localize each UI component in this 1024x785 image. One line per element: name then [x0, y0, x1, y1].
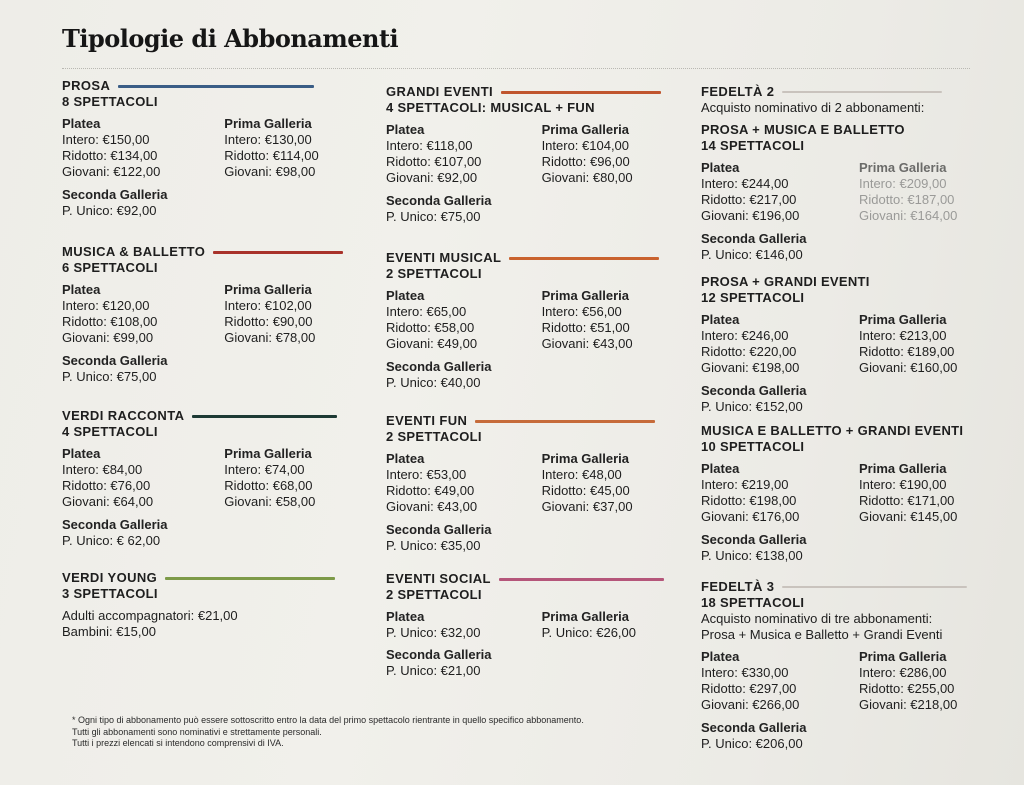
price-line: Ridotto: €255,00	[859, 681, 955, 697]
price-line: P. Unico: €75,00	[386, 208, 481, 224]
price-line: Ridotto: €171,00	[859, 493, 955, 509]
seconda-galleria-block	[701, 231, 1001, 263]
price-line: Giovani: €80,00	[541, 170, 633, 186]
price-line: Ridotto: €49,00	[386, 483, 475, 499]
seconda-galleria-label: Seconda Galleria	[701, 531, 807, 547]
price-line: Giovani: €160,00	[859, 360, 958, 376]
section-title: VERDI YOUNG	[62, 570, 158, 585]
price-line: Ridotto: €107,00	[386, 154, 482, 170]
section-subtitle: 4 SPETTACOLI	[62, 424, 158, 439]
price-grid	[386, 451, 676, 516]
price-line: Giovani: €58,00	[224, 494, 316, 510]
section-subtitle: 3 SPETTACOLI	[62, 586, 158, 601]
seconda-galleria-label: Seconda Galleria	[386, 358, 492, 374]
section-description: Acquisto nominativo di tre abbonamenti:	[701, 611, 933, 626]
seconda-galleria-label: Seconda Galleria	[386, 647, 492, 663]
price-line: P. Unico: €21,00	[386, 663, 481, 679]
prima-galleria-label: Prima Galleria	[859, 461, 947, 476]
section-title: VERDI RACCONTA	[62, 408, 185, 423]
section-color-line	[499, 578, 664, 581]
section-title: EVENTI SOCIAL	[386, 571, 491, 586]
price-line: Giovani: €196,00	[701, 208, 800, 224]
section-fedelta-3	[701, 579, 1001, 752]
seconda-galleria-label: Seconda Galleria	[701, 382, 807, 398]
platea-label: Platea	[62, 446, 101, 461]
platea-label: Platea	[386, 122, 425, 137]
price-grid	[701, 461, 1001, 526]
price-line: Ridotto: €198,00	[701, 493, 797, 509]
price-line: P. Unico: €206,00	[701, 735, 803, 751]
price-line: P. Unico: €40,00	[386, 374, 481, 390]
price-line: Giovani: €99,00	[62, 330, 154, 346]
section-title: MUSICA & BALLETTO	[62, 244, 206, 259]
section-grandi-eventi	[386, 84, 676, 250]
platea-block	[701, 312, 859, 377]
prima-galleria-label: Prima Galleria	[541, 122, 630, 137]
price-line: P. Unico: €32,00	[386, 625, 481, 640]
price-line: Intero: €130,00	[224, 132, 312, 147]
price-grid	[701, 160, 1001, 225]
section-subtitle: 4 SPETTACOLI: MUSICAL + FUN	[386, 100, 595, 115]
platea-block	[62, 282, 224, 347]
price-line: Intero: €330,00	[701, 665, 789, 680]
prima-galleria-label: Prima Galleria	[859, 649, 947, 664]
prima-galleria-block	[542, 288, 676, 353]
price-line: P. Unico: €75,00	[62, 368, 157, 384]
seconda-galleria-block	[386, 193, 676, 225]
price-line: Ridotto: €90,00	[224, 314, 313, 330]
section-color-line	[165, 577, 335, 580]
section-verdi-racconta	[62, 408, 362, 570]
prima-galleria-block	[859, 649, 999, 714]
price-line: Giovani: €266,00	[701, 697, 800, 713]
combo-prosa-musica	[701, 122, 1001, 274]
section-subtitle: 2 SPETTACOLI	[386, 266, 482, 281]
price-line: Ridotto: €187,00	[859, 192, 955, 208]
price-line: Giovani: €98,00	[224, 164, 316, 180]
price-line: Intero: €213,00	[859, 328, 947, 343]
price-grid	[62, 116, 362, 181]
seconda-galleria-block	[386, 522, 676, 554]
price-line: Giovani: €37,00	[541, 499, 633, 515]
seconda-galleria-block	[62, 517, 362, 549]
seconda-galleria-label: Seconda Galleria	[386, 521, 492, 537]
price-grid	[386, 609, 676, 641]
section-eventi-fun	[386, 413, 676, 571]
price-line: P. Unico: €26,00	[541, 625, 637, 640]
platea-block	[62, 116, 224, 181]
seconda-galleria-label: Seconda Galleria	[62, 352, 168, 368]
section-title: EVENTI MUSICAL	[386, 250, 502, 265]
footnote-line: * Ogni tipo di abbonamento può essere sottoscritto entro la data del primo spettacolo rientrante in quello specifico abbonamento.	[72, 715, 584, 725]
combo-subtitle: 10 SPETTACOLI	[701, 439, 805, 454]
price-grid	[386, 122, 676, 187]
price-line: Giovani: €64,00	[62, 494, 154, 510]
prima-galleria-label: Prima Galleria	[541, 609, 630, 624]
price-line: Intero: €53,00	[386, 467, 467, 482]
combo-title: PROSA + MUSICA E BALLETTO	[701, 122, 905, 137]
price-line: Ridotto: €108,00	[62, 314, 158, 330]
combo-musica-grandi-eventi	[701, 423, 1001, 579]
section-color-line	[475, 420, 655, 423]
price-line: Intero: €118,00	[386, 138, 473, 153]
platea-label: Platea	[701, 461, 740, 476]
page-title: Tipologie di Abbonamenti	[62, 24, 399, 53]
price-grid	[62, 446, 362, 511]
platea-label: Platea	[386, 451, 425, 466]
prima-galleria-block	[224, 116, 362, 181]
price-line: Giovani: €164,00	[859, 208, 958, 224]
prima-galleria-label: Prima Galleria	[859, 312, 947, 327]
section-subtitle: 2 SPETTACOLI	[386, 587, 482, 602]
section-verdi-young	[62, 570, 362, 640]
section-color-line	[782, 91, 942, 93]
price-line: Giovani: €145,00	[859, 509, 958, 525]
platea-block	[701, 649, 859, 714]
column-right	[701, 84, 1001, 752]
section-fedelta-2	[701, 84, 1001, 579]
price-line: Ridotto: €96,00	[541, 154, 630, 170]
price-line: Giovani: €218,00	[859, 697, 958, 713]
section-subtitle: 8 SPETTACOLI	[62, 94, 158, 109]
seconda-galleria-block	[386, 359, 676, 391]
price-line: Ridotto: €51,00	[541, 320, 630, 336]
price-line: Giovani: €43,00	[386, 499, 478, 515]
price-grid	[701, 312, 1001, 377]
price-line: Ridotto: €220,00	[701, 344, 797, 360]
price-line: Ridotto: €58,00	[386, 320, 475, 336]
price-line: P. Unico: €146,00	[701, 246, 803, 262]
seconda-galleria-label: Seconda Galleria	[701, 719, 807, 735]
seconda-galleria-block	[701, 720, 1001, 752]
section-eventi-social	[386, 571, 676, 679]
section-color-line	[782, 586, 967, 588]
price-line: Intero: €104,00	[541, 138, 630, 153]
platea-label: Platea	[62, 282, 101, 297]
section-color-line	[213, 251, 343, 254]
section-musica-balletto	[62, 244, 362, 408]
combo-subtitle: 12 SPETTACOLI	[701, 290, 805, 305]
combo-prosa-grandi-eventi	[701, 274, 1001, 423]
combo-title: PROSA + GRANDI EVENTI	[701, 274, 870, 289]
platea-label: Platea	[386, 609, 425, 624]
prima-galleria-label: Prima Galleria	[859, 160, 947, 175]
price-list	[62, 608, 362, 640]
seconda-galleria-label: Seconda Galleria	[386, 192, 492, 208]
price-line: P. Unico: €152,00	[701, 398, 803, 414]
price-line: Intero: €56,00	[541, 304, 622, 319]
prima-galleria-block	[224, 446, 362, 511]
prima-galleria-label: Prima Galleria	[224, 282, 312, 297]
section-description: Acquisto nominativo di 2 abbonamenti:	[701, 100, 925, 115]
price-line: Intero: €65,00	[386, 304, 467, 319]
prima-galleria-label: Prima Galleria	[541, 451, 630, 466]
section-title: EVENTI FUN	[386, 413, 468, 428]
section-title: FEDELTÀ 2	[701, 84, 775, 99]
platea-label: Platea	[386, 288, 425, 303]
section-description: Prosa + Musica e Balletto + Grandi Eventi	[701, 627, 943, 642]
seconda-galleria-label: Seconda Galleria	[62, 186, 168, 202]
price-line: Intero: €74,00	[224, 462, 305, 477]
price-line: P. Unico: €35,00	[386, 537, 481, 553]
seconda-galleria-label: Seconda Galleria	[62, 516, 168, 532]
seconda-galleria-block	[701, 383, 1001, 415]
platea-block	[386, 122, 542, 187]
price-line: Ridotto: €217,00	[701, 192, 797, 208]
footnote-line: Tutti i prezzi elencati si intendono comprensivi di IVA.	[72, 738, 284, 748]
platea-block	[386, 609, 542, 641]
price-line: P. Unico: €138,00	[701, 547, 803, 563]
price-line: Giovani: €43,00	[541, 336, 633, 352]
price-line: Giovani: €92,00	[386, 170, 478, 186]
prima-galleria-block	[859, 160, 999, 225]
section-subtitle: 18 SPETTACOLI	[701, 595, 805, 610]
price-line: P. Unico: € 62,00	[62, 532, 161, 548]
price-line: Giovani: €49,00	[386, 336, 478, 352]
price-line: Giovani: €176,00	[701, 509, 800, 525]
prima-galleria-block	[224, 282, 362, 347]
combo-title: MUSICA E BALLETTO + GRANDI EVENTI	[701, 423, 964, 438]
price-line: Intero: €102,00	[224, 298, 312, 313]
price-line: Ridotto: €76,00	[62, 478, 151, 494]
price-line: Giovani: €78,00	[224, 330, 316, 346]
platea-block	[386, 288, 542, 353]
price-line: P. Unico: €92,00	[62, 202, 157, 218]
section-subtitle: 2 SPETTACOLI	[386, 429, 482, 444]
price-line: Intero: €244,00	[701, 176, 789, 191]
column-left	[62, 78, 362, 640]
price-line: Ridotto: €68,00	[224, 478, 313, 494]
seconda-galleria-block	[62, 187, 362, 219]
prima-galleria-label: Prima Galleria	[224, 446, 312, 461]
price-line: Ridotto: €134,00	[62, 148, 158, 164]
price-line: Intero: €190,00	[859, 477, 947, 492]
column-middle	[386, 84, 676, 679]
price-line: Intero: €48,00	[541, 467, 622, 482]
price-line: Giovani: €122,00	[62, 164, 161, 180]
footnote-line: Tutti gli abbonamenti sono nominativi e strettamente personali.	[72, 726, 322, 737]
prima-galleria-block	[859, 461, 999, 526]
price-line: Adulti accompagnatori: €21,00	[62, 608, 238, 623]
section-title: PROSA	[62, 78, 111, 93]
price-line: Ridotto: €189,00	[859, 344, 955, 360]
section-subtitle: 6 SPETTACOLI	[62, 260, 158, 275]
platea-block	[386, 451, 542, 516]
platea-block	[701, 160, 859, 225]
price-grid	[701, 649, 1001, 714]
prima-galleria-block	[542, 122, 676, 187]
platea-label: Platea	[62, 116, 101, 131]
section-title: FEDELTÀ 3	[701, 579, 775, 594]
section-color-line	[501, 91, 661, 94]
price-line: Intero: €120,00	[62, 298, 150, 313]
prima-galleria-block	[542, 609, 676, 641]
section-eventi-musical	[386, 250, 676, 413]
platea-label: Platea	[701, 312, 740, 327]
prima-galleria-label: Prima Galleria	[541, 288, 630, 303]
price-line: Giovani: €198,00	[701, 360, 800, 376]
platea-block	[701, 461, 859, 526]
price-grid	[386, 288, 676, 353]
price-line: Ridotto: €297,00	[701, 681, 797, 697]
price-line: Intero: €219,00	[701, 477, 789, 492]
footnotes	[72, 715, 672, 750]
price-line: Ridotto: €45,00	[541, 483, 630, 499]
section-color-line	[118, 85, 314, 88]
section-prosa	[62, 78, 362, 244]
price-line: Intero: €84,00	[62, 462, 143, 477]
seconda-galleria-block	[62, 353, 362, 385]
price-line: Ridotto: €114,00	[224, 148, 319, 164]
section-color-line	[509, 257, 659, 260]
seconda-galleria-block	[386, 647, 676, 679]
price-line: Intero: €150,00	[62, 132, 150, 147]
price-grid	[62, 282, 362, 347]
seconda-galleria-block	[701, 532, 1001, 564]
price-line: Intero: €209,00	[859, 176, 947, 191]
price-line: Intero: €246,00	[701, 328, 789, 343]
price-line: Bambini: €15,00	[62, 624, 156, 640]
title-divider	[62, 68, 970, 69]
section-color-line	[192, 415, 337, 418]
price-line: Intero: €286,00	[859, 665, 947, 680]
platea-block	[62, 446, 224, 511]
prima-galleria-block	[859, 312, 999, 377]
combo-subtitle: 14 SPETTACOLI	[701, 138, 805, 153]
seconda-galleria-label: Seconda Galleria	[701, 230, 807, 246]
section-title: GRANDI EVENTI	[386, 84, 494, 99]
platea-label: Platea	[701, 160, 740, 175]
prima-galleria-label: Prima Galleria	[224, 116, 312, 131]
prima-galleria-block	[542, 451, 676, 516]
platea-label: Platea	[701, 649, 740, 664]
